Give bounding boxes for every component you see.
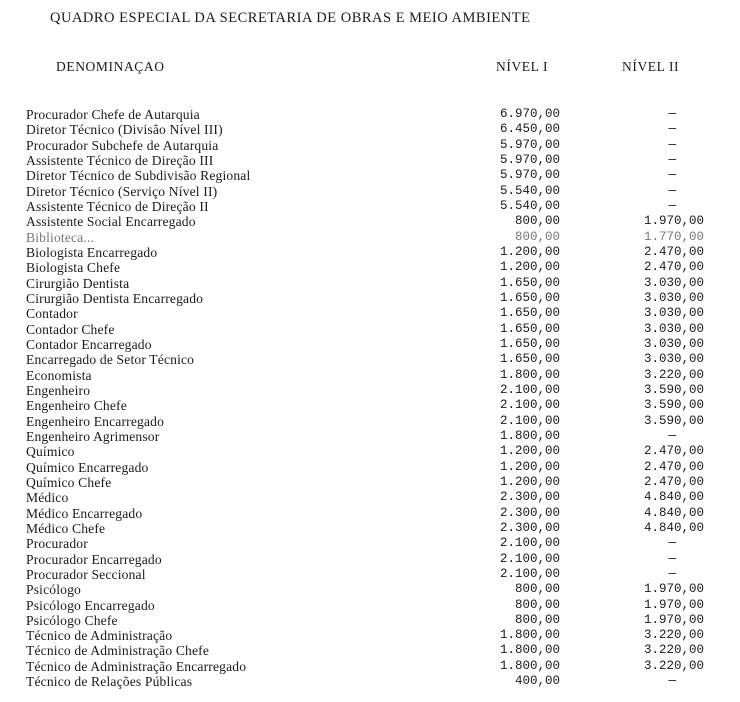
salary-table bbox=[0, 107, 740, 689]
row-nivel-2-value: — bbox=[668, 551, 676, 566]
row-denominacao: Químico bbox=[26, 444, 75, 460]
row-denominacao: Procurador Subchefe de Autarquia bbox=[26, 137, 219, 153]
row-nivel-2-value: 1.970,00 bbox=[643, 597, 704, 612]
table-row bbox=[0, 659, 740, 674]
row-denominacao: Assistente Social Encarregado bbox=[26, 214, 196, 230]
row-nivel-2-value: 1.970,00 bbox=[643, 612, 704, 627]
row-nivel-1-value: 5.970,00 bbox=[499, 137, 560, 152]
row-nivel-1-value: 800,00 bbox=[514, 597, 560, 612]
row-denominacao: Contador Encarregado bbox=[26, 336, 152, 352]
row-nivel-1-value: 1.200,00 bbox=[499, 459, 560, 474]
table-row bbox=[0, 337, 740, 352]
row-denominacao: Médico bbox=[26, 490, 69, 506]
row-nivel-1-value: 1.650,00 bbox=[499, 290, 560, 305]
row-nivel-1-value: 1.200,00 bbox=[499, 260, 560, 275]
row-denominacao: Engenheiro Agrimensor bbox=[26, 428, 160, 444]
row-nivel-1-value: 2.100,00 bbox=[499, 536, 560, 551]
row-denominacao: Diretor Técnico (Divisão Nível III) bbox=[26, 122, 223, 138]
row-denominacao: Engenheiro bbox=[26, 382, 91, 398]
table-row bbox=[0, 490, 740, 505]
row-nivel-1-value: 2.100,00 bbox=[499, 382, 560, 397]
table-row bbox=[0, 107, 740, 122]
table-row bbox=[0, 414, 740, 429]
table-row bbox=[0, 153, 740, 168]
table-row bbox=[0, 628, 740, 643]
row-nivel-1-value: 2.100,00 bbox=[499, 413, 560, 428]
row-nivel-1-value: 5.970,00 bbox=[499, 168, 560, 183]
row-nivel-2-value: — bbox=[668, 183, 676, 198]
table-row bbox=[0, 674, 740, 689]
row-denominacao: Psicólogo bbox=[26, 582, 81, 598]
row-nivel-2-value: 4.840,00 bbox=[643, 505, 704, 520]
row-denominacao: Diretor Técnico (Serviço Nível II) bbox=[26, 183, 218, 199]
row-nivel-2-value: 2.470,00 bbox=[643, 260, 704, 275]
table-row bbox=[0, 276, 740, 291]
table-row bbox=[0, 521, 740, 536]
row-denominacao: Procurador Chefe de Autarquia bbox=[26, 107, 200, 122]
row-denominacao: Contador bbox=[26, 306, 78, 322]
row-nivel-1-value: 1.800,00 bbox=[499, 367, 560, 382]
row-denominacao: Procurador bbox=[26, 536, 88, 552]
row-denominacao: Técnico de Administração bbox=[26, 628, 173, 644]
row-nivel-2-value: 1.970,00 bbox=[643, 582, 704, 597]
row-denominacao: Médico Encarregado bbox=[26, 505, 143, 521]
row-denominacao: Engenheiro Chefe bbox=[26, 398, 127, 414]
row-nivel-1-value: 1.650,00 bbox=[499, 306, 560, 321]
table-row bbox=[0, 138, 740, 153]
row-denominacao: Biologista Encarregado bbox=[26, 244, 158, 260]
table-row bbox=[0, 260, 740, 275]
table-row bbox=[0, 184, 740, 199]
row-denominacao: Diretor Técnico de Subdivisão Regional bbox=[26, 168, 251, 184]
document-title: QUADRO ESPECIAL DA SECRETARIA DE OBRAS E MEIO AMBIENTE bbox=[50, 10, 531, 26]
row-nivel-2-value: 4.840,00 bbox=[643, 490, 704, 505]
row-nivel-2-value: 3.590,00 bbox=[643, 382, 704, 397]
table-row bbox=[0, 306, 740, 321]
row-nivel-1-value: 800,00 bbox=[514, 612, 560, 627]
table-row bbox=[0, 245, 740, 260]
row-denominacao: Biblioteca... bbox=[26, 229, 95, 245]
header-nivel-1: NÍVEL I bbox=[496, 59, 549, 74]
row-nivel-2-value: 3.220,00 bbox=[643, 367, 704, 382]
row-nivel-1-value: 2.300,00 bbox=[499, 505, 560, 520]
table-row bbox=[0, 552, 740, 567]
row-nivel-1-value: 800,00 bbox=[514, 229, 560, 244]
row-denominacao: Assistente Técnico de Direção III bbox=[26, 152, 214, 168]
row-denominacao: Médico Chefe bbox=[26, 520, 106, 536]
row-nivel-2-value: 2.470,00 bbox=[643, 444, 704, 459]
row-nivel-1-value: 1.800,00 bbox=[499, 428, 560, 443]
row-denominacao: Técnico de Administração Encarregado bbox=[26, 658, 247, 674]
table-row bbox=[0, 582, 740, 597]
row-nivel-2-value: 1.970,00 bbox=[643, 214, 704, 229]
row-nivel-2-value: — bbox=[668, 122, 676, 137]
table-row bbox=[0, 444, 740, 459]
table-row bbox=[0, 598, 740, 613]
row-nivel-2-value: — bbox=[668, 152, 676, 167]
row-nivel-2-value: — bbox=[668, 107, 676, 121]
row-nivel-1-value: 1.200,00 bbox=[499, 244, 560, 259]
row-nivel-1-value: 6.970,00 bbox=[499, 107, 560, 121]
row-nivel-2-value: 2.470,00 bbox=[643, 474, 704, 489]
header-denominacao: DENOMINAÇAO bbox=[56, 59, 165, 74]
table-row bbox=[0, 460, 740, 475]
row-nivel-1-value: 400,00 bbox=[514, 674, 560, 689]
row-nivel-1-value: 1.650,00 bbox=[499, 321, 560, 336]
row-nivel-1-value: 1.800,00 bbox=[499, 628, 560, 643]
row-nivel-2-value: 3.220,00 bbox=[643, 658, 704, 673]
row-nivel-1-value: 1.200,00 bbox=[499, 444, 560, 459]
table-row bbox=[0, 230, 740, 245]
table-row bbox=[0, 536, 740, 551]
row-nivel-1-value: 800,00 bbox=[514, 214, 560, 229]
row-nivel-1-value: 800,00 bbox=[514, 582, 560, 597]
table-row bbox=[0, 643, 740, 658]
row-nivel-2-value: 3.030,00 bbox=[643, 352, 704, 367]
row-nivel-1-value: 1.800,00 bbox=[499, 658, 560, 673]
row-denominacao: Engenheiro Encarregado bbox=[26, 413, 165, 429]
row-nivel-2-value: 2.470,00 bbox=[643, 244, 704, 259]
row-nivel-2-value: 3.030,00 bbox=[643, 306, 704, 321]
row-nivel-2-value: — bbox=[668, 428, 676, 443]
row-nivel-2-value: 3.030,00 bbox=[643, 275, 704, 290]
row-denominacao: Procurador Seccional bbox=[26, 566, 146, 582]
table-row bbox=[0, 368, 740, 383]
table-row bbox=[0, 352, 740, 367]
row-nivel-1-value: 2.100,00 bbox=[499, 398, 560, 413]
row-nivel-1-value: 2.100,00 bbox=[499, 551, 560, 566]
row-nivel-2-value: 3.220,00 bbox=[643, 643, 704, 658]
row-nivel-2-value: 2.470,00 bbox=[643, 459, 704, 474]
row-nivel-2-value: — bbox=[668, 536, 676, 551]
row-denominacao: Biologista Chefe bbox=[26, 260, 121, 276]
row-nivel-1-value: 1.800,00 bbox=[499, 643, 560, 658]
row-nivel-1-value: 2.300,00 bbox=[499, 490, 560, 505]
row-nivel-1-value: 2.300,00 bbox=[499, 520, 560, 535]
row-nivel-2-value: 3.030,00 bbox=[643, 336, 704, 351]
row-nivel-2-value: 4.840,00 bbox=[643, 520, 704, 535]
table-row bbox=[0, 506, 740, 521]
row-nivel-1-value: 5.540,00 bbox=[499, 198, 560, 213]
table-row bbox=[0, 168, 740, 183]
table-row bbox=[0, 122, 740, 137]
table-row bbox=[0, 567, 740, 582]
row-denominacao: Cirurgião Dentista Encarregado bbox=[26, 290, 204, 306]
row-nivel-2-value: — bbox=[668, 198, 676, 213]
table-row bbox=[0, 383, 740, 398]
row-nivel-2-value: 3.220,00 bbox=[643, 628, 704, 643]
row-nivel-2-value: — bbox=[668, 168, 676, 183]
table-row bbox=[0, 613, 740, 628]
row-nivel-1-value: 1.650,00 bbox=[499, 336, 560, 351]
row-denominacao: Técnico de Administração Chefe bbox=[26, 643, 210, 659]
row-nivel-2-value: 1.770,00 bbox=[643, 229, 704, 244]
table-row bbox=[0, 398, 740, 413]
row-nivel-1-value: 1.650,00 bbox=[499, 275, 560, 290]
row-denominacao: Psicólogo Chefe bbox=[26, 612, 118, 628]
row-nivel-2-value: — bbox=[668, 137, 676, 152]
row-denominacao: Cirurgião Dentista bbox=[26, 275, 130, 291]
row-nivel-2-value: — bbox=[668, 674, 676, 689]
row-denominacao: Técnico de Relações Públicas bbox=[26, 674, 193, 690]
row-denominacao: Assistente Técnico de Direção II bbox=[26, 198, 209, 214]
row-denominacao: Químico Chefe bbox=[26, 474, 112, 490]
row-nivel-2-value: 3.590,00 bbox=[643, 398, 704, 413]
row-nivel-1-value: 2.100,00 bbox=[499, 566, 560, 581]
table-row bbox=[0, 475, 740, 490]
row-denominacao: Químico Encarregado bbox=[26, 459, 149, 475]
table-row bbox=[0, 429, 740, 444]
row-nivel-2-value: 3.030,00 bbox=[643, 290, 704, 305]
row-denominacao: Procurador Encarregado bbox=[26, 551, 162, 567]
row-nivel-2-value: 3.030,00 bbox=[643, 321, 704, 336]
row-nivel-2-value: — bbox=[668, 566, 676, 581]
row-denominacao: Psicólogo Encarregado bbox=[26, 597, 155, 613]
row-nivel-1-value: 1.200,00 bbox=[499, 474, 560, 489]
table-row bbox=[0, 322, 740, 337]
table-row bbox=[0, 214, 740, 229]
row-denominacao: Contador Chefe bbox=[26, 321, 115, 337]
row-nivel-1-value: 1.650,00 bbox=[499, 352, 560, 367]
row-denominacao: Encarregado de Setor Técnico bbox=[26, 352, 195, 368]
row-nivel-1-value: 5.970,00 bbox=[499, 152, 560, 167]
row-nivel-1-value: 6.450,00 bbox=[499, 122, 560, 137]
table-row bbox=[0, 291, 740, 306]
row-nivel-1-value: 5.540,00 bbox=[499, 183, 560, 198]
row-nivel-2-value: 3.590,00 bbox=[643, 413, 704, 428]
row-denominacao: Economista bbox=[26, 367, 92, 383]
header-nivel-2: NÍVEL II bbox=[622, 59, 680, 74]
table-row bbox=[0, 199, 740, 214]
